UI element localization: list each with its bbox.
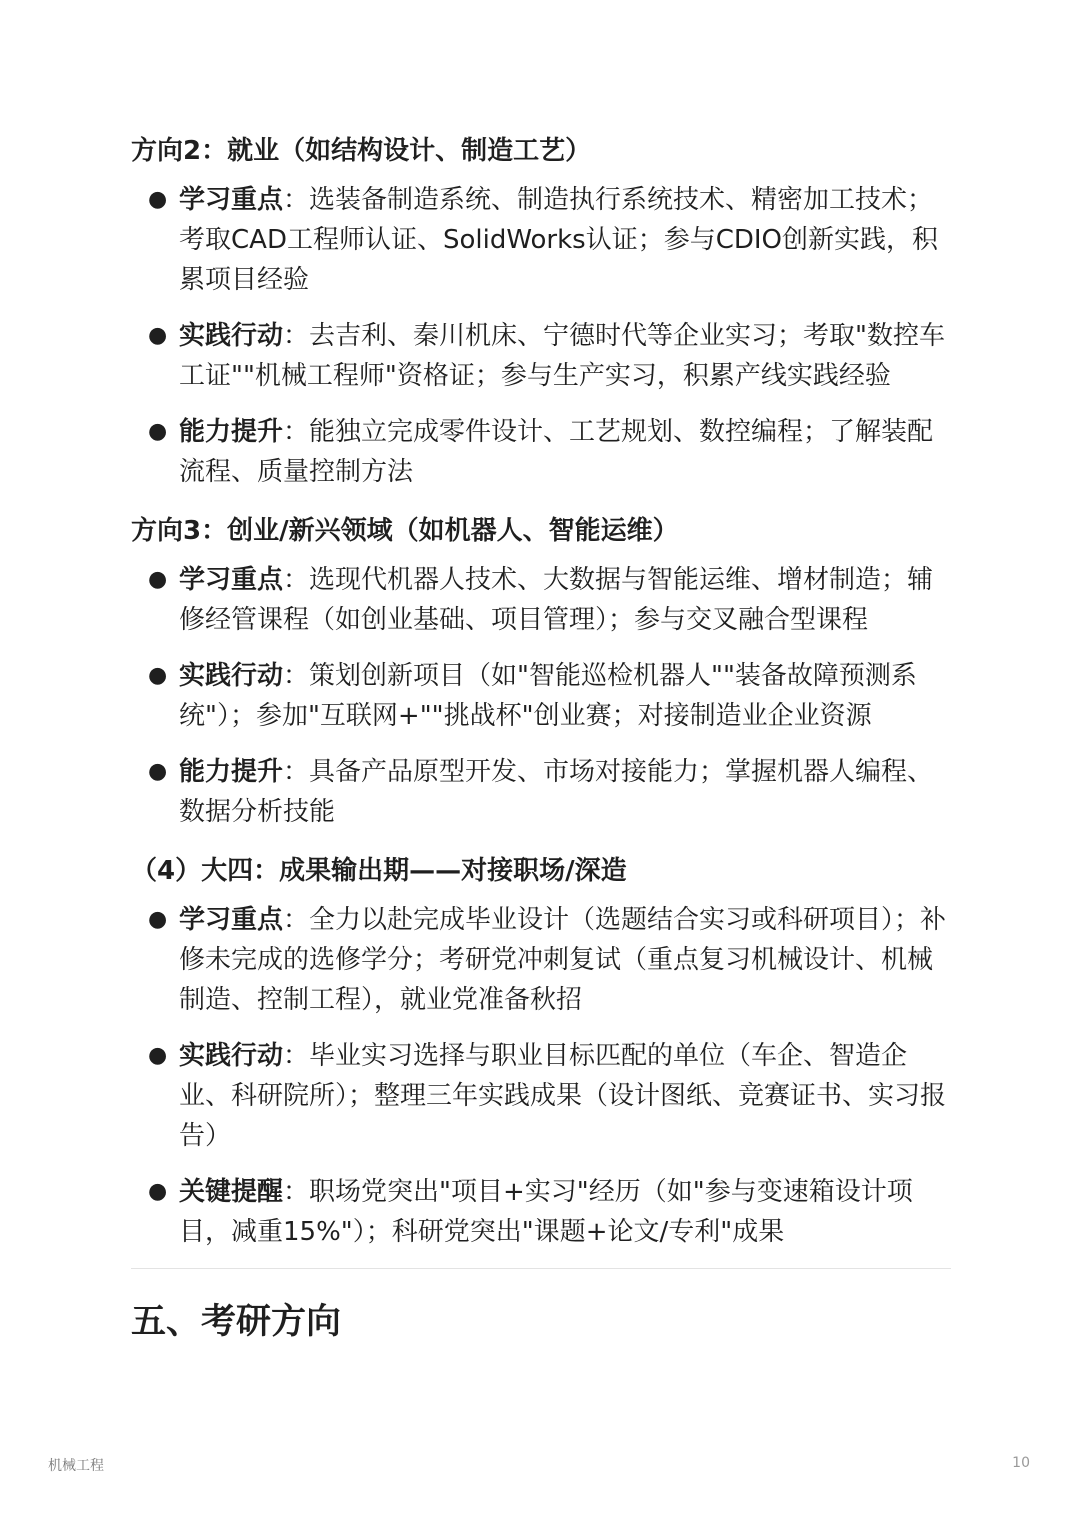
- section-heading-direction-2: 方向2：就业（如结构设计、制造工艺）: [131, 136, 592, 166]
- bullet-icon: ●: [148, 187, 168, 212]
- point-text: 去吉利、秦川机床、宁德时代等企业实习；考取"数控车工证""机械工程师"资格证；参与生产实习，积累产线实践经验: [179, 321, 945, 391]
- point-separator: ：: [283, 661, 310, 691]
- point-key: 学习重点: [179, 565, 284, 595]
- point-key: 实践行动: [179, 321, 284, 351]
- footer-page-number: 10: [1012, 1455, 1030, 1471]
- point-separator: ：: [283, 757, 310, 787]
- point-separator: ：: [283, 417, 310, 447]
- point-key: 能力提升: [179, 757, 284, 787]
- point-text: 全力以赴完成毕业设计（选题结合实习或科研项目）；补修未完成的选修学分；考研党冲刺复试（重点复习机械设计、机械制造、控制工程），就业党准备秋招: [179, 905, 947, 1015]
- list-item: [131, 180, 951, 300]
- section-heading-direction-3: 方向3：创业/新兴领域（如机器人、智能运维）: [131, 516, 679, 546]
- chapter-heading: 五、考研方向: [131, 1302, 342, 1342]
- point-text: 能独立完成零件设计、工艺规划、数控编程；了解装配流程、质量控制方法: [179, 417, 934, 487]
- section-divider: [131, 1268, 951, 1269]
- bullet-icon: ●: [148, 759, 168, 784]
- point-separator: ：: [283, 1177, 310, 1207]
- point-key: 实践行动: [179, 661, 284, 691]
- footer-document-title: 机械工程: [48, 1458, 104, 1474]
- bullet-list-direction-3: [131, 560, 951, 832]
- bullet-list-direction-2: [131, 180, 951, 492]
- bullet-icon: ●: [148, 1179, 168, 1204]
- list-item: [131, 1036, 951, 1156]
- bullet-list-senior-year: [131, 900, 951, 1252]
- list-item: [131, 412, 951, 492]
- list-item: [131, 316, 951, 396]
- bullet-icon: ●: [148, 907, 168, 932]
- point-separator: ：: [283, 905, 310, 935]
- point-text: 具备产品原型开发、市场对接能力；掌握机器人编程、数据分析技能: [179, 757, 934, 827]
- list-item: [131, 560, 951, 640]
- bullet-icon: ●: [148, 663, 168, 688]
- point-separator: ：: [283, 321, 310, 351]
- bullet-icon: ●: [148, 1043, 168, 1068]
- point-text: 毕业实习选择与职业目标匹配的单位（车企、智造企业、科研院所）；整理三年实践成果（设计图纸、竞赛证书、实习报告）: [179, 1041, 947, 1151]
- list-item: [131, 1172, 951, 1252]
- point-key: 学习重点: [179, 185, 284, 215]
- list-item: [131, 752, 951, 832]
- point-text: 选现代机器人技术、大数据与智能运维、增材制造；辅修经管课程（如创业基础、项目管理）；参与交叉融合型课程: [179, 565, 934, 635]
- bullet-icon: ●: [148, 323, 168, 348]
- bullet-icon: ●: [148, 567, 168, 592]
- section-heading-senior-year: （4）大四：成果输出期——对接职场/深造: [131, 856, 627, 886]
- document-body: [131, 128, 951, 1347]
- point-text: 策划创新项目（如"智能巡检机器人""装备故障预测系统"）；参加"互联网+""挑战杯"创业赛；对接制造业企业资源: [179, 661, 917, 731]
- point-text: 选装备制造系统、制造执行系统技术、精密加工技术；考取CAD工程师认证、SolidWorks认证；参与CDIO创新实践，积累项目经验: [179, 185, 939, 295]
- point-separator: ：: [283, 185, 310, 215]
- point-key: 学习重点: [179, 905, 284, 935]
- list-item: [131, 656, 951, 736]
- bullet-icon: ●: [148, 419, 168, 444]
- point-separator: ：: [283, 565, 310, 595]
- point-key: 关键提醒: [179, 1177, 284, 1207]
- point-separator: ：: [283, 1041, 310, 1071]
- list-item: [131, 900, 951, 1020]
- point-key: 实践行动: [179, 1041, 284, 1071]
- point-key: 能力提升: [179, 417, 284, 447]
- point-text: 职场党突出"项目+实习"经历（如"参与变速箱设计项目，减重15%"）；科研党突出"课题+论文/专利"成果: [179, 1177, 913, 1247]
